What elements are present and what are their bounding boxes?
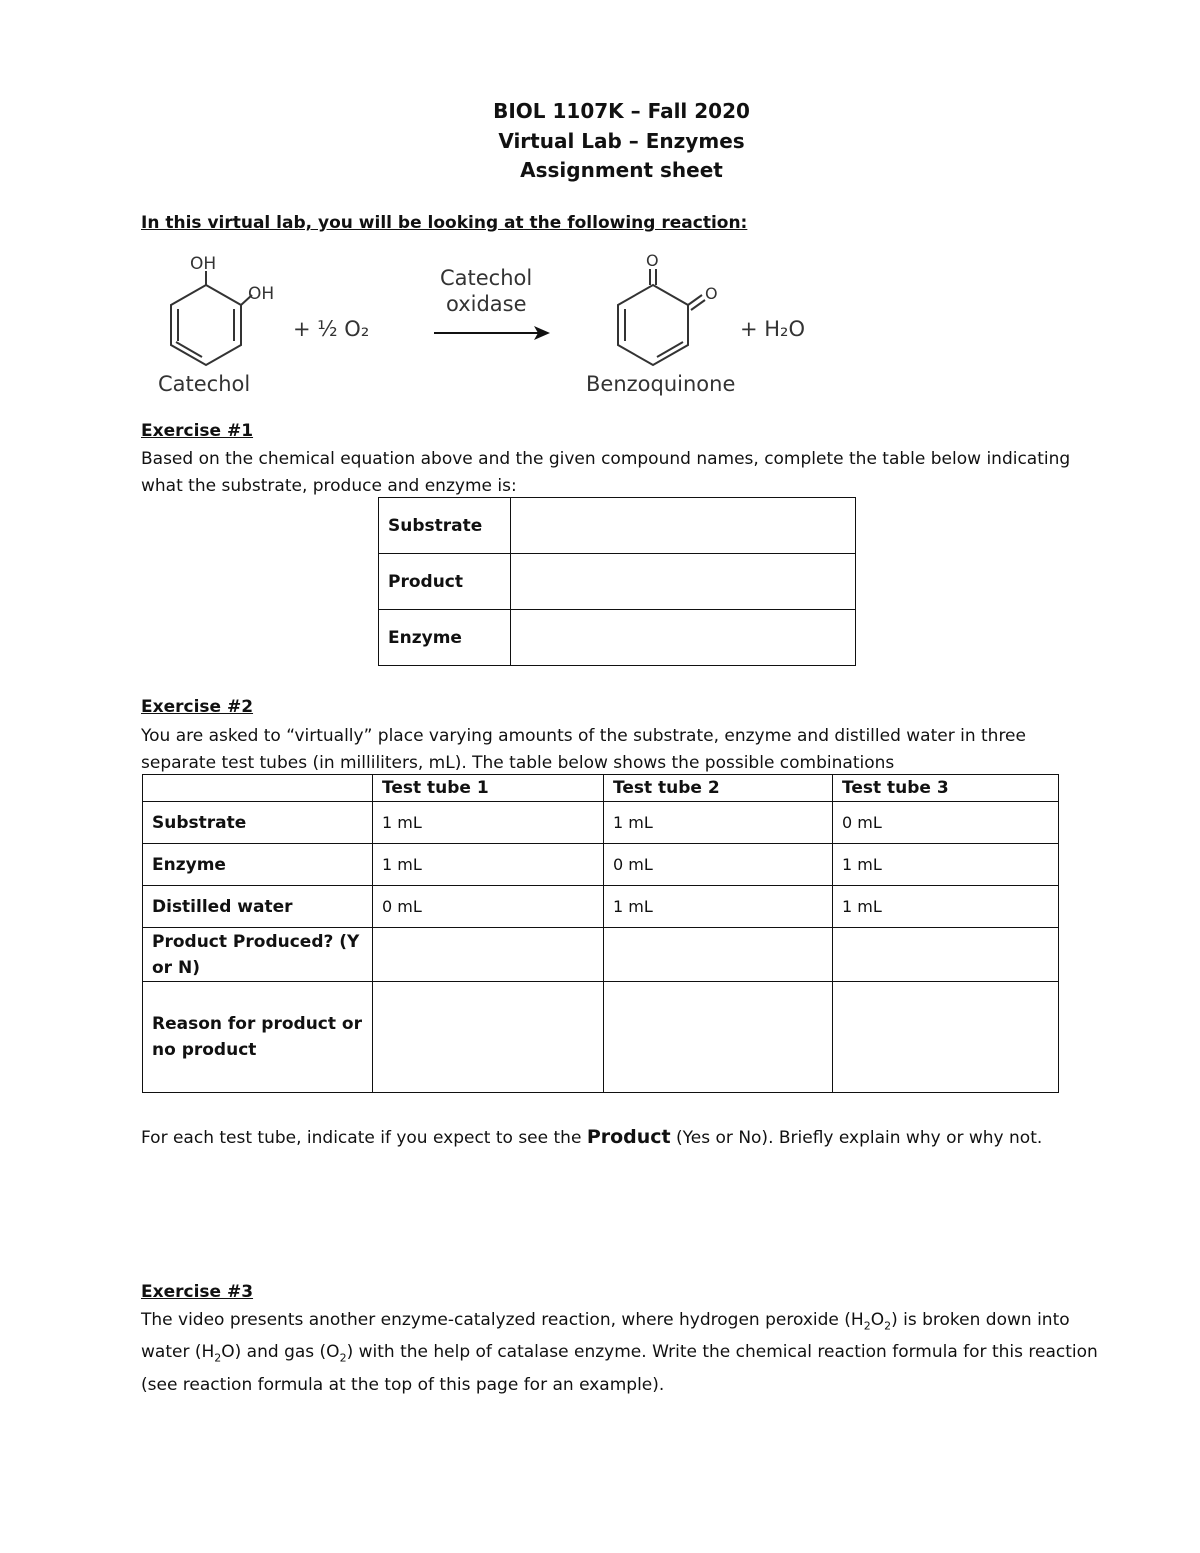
table-cell: 0 mL <box>373 886 604 928</box>
exercise3-heading: Exercise #3 <box>141 1282 254 1302</box>
answer-cell-substrate[interactable] <box>511 498 856 554</box>
benzoquinone-o-top: O <box>646 251 659 270</box>
header-cell-tube1: Test tube 1 <box>373 775 604 802</box>
text-segment: ) is broken down into water (H <box>141 1310 1070 1363</box>
document-subheading: Assignment sheet <box>520 158 723 182</box>
subscript: 2 <box>863 1319 871 1333</box>
catechol-oh-top: OH <box>190 254 217 274</box>
exercise2-followup <box>141 1124 1042 1152</box>
exercise1-text: Based on the chemical equation above and the given compound names, complete the table below indicating what the substrate, produce and enzyme is: <box>141 449 1071 496</box>
table-cell: 1 mL <box>604 802 833 844</box>
benzoquinone-structure <box>618 269 705 365</box>
text-segment: O <box>870 1310 885 1330</box>
header-cell-tube3: Test tube 3 <box>833 775 1059 802</box>
answer-cell[interactable] <box>373 982 604 1093</box>
catechol-label: Catechol <box>158 372 251 396</box>
text-segment: The video presents another enzyme-catalyzed reaction, where hydrogen peroxide (H <box>141 1310 864 1330</box>
answer-cell-product[interactable] <box>511 554 856 610</box>
row-label: Product <box>379 554 511 610</box>
table-row <box>379 610 856 666</box>
table-row <box>143 802 1059 844</box>
header-cell-empty <box>143 775 373 802</box>
table-row <box>379 498 856 554</box>
table-cell: 1 mL <box>604 886 833 928</box>
table-cell: 0 mL <box>604 844 833 886</box>
row-label: Product Produced? (Y or N) <box>143 928 373 982</box>
benzoquinone-o-side: O <box>705 284 718 303</box>
enzyme-label-line2: oxidase <box>446 292 527 316</box>
followup-text-end: (Yes or No). Briefly explain why or why not. <box>670 1128 1043 1148</box>
followup-text: For each test tube, indicate if you expect to see the <box>141 1128 587 1148</box>
table-cell: 1 mL <box>833 886 1059 928</box>
catechol-oh-side: OH <box>248 284 275 304</box>
row-label: Enzyme <box>379 610 511 666</box>
document-title: BIOL 1107K – Fall 2020 <box>493 99 750 123</box>
answer-cell[interactable] <box>833 928 1059 982</box>
exercise2-table <box>142 774 1059 1093</box>
catechol-structure <box>171 271 252 365</box>
enzyme-label-line1: Catechol <box>440 266 533 290</box>
header-cell-tube2: Test tube 2 <box>604 775 833 802</box>
reaction-diagram <box>140 245 840 405</box>
table-row <box>143 928 1059 982</box>
text-segment: ) with the help of catalase enzyme. Write the chemical reaction formula for this reaction (see reaction formula at the top of this page for an example). <box>141 1342 1098 1395</box>
text-segment: O) and gas (O <box>221 1342 340 1363</box>
row-label: Substrate <box>143 802 373 844</box>
table-row <box>143 844 1059 886</box>
table-cell: 1 mL <box>373 844 604 886</box>
answer-cell[interactable] <box>373 928 604 982</box>
exercise2-text: You are asked to “virtually” place varying amounts of the substrate, enzyme and distilled water in three separate test tubes (in milliliters, mL). The table below shows the possible combinations <box>141 726 1026 773</box>
subscript: 2 <box>339 1351 347 1365</box>
answer-cell[interactable] <box>604 928 833 982</box>
table-header-row <box>143 775 1059 802</box>
table-row <box>143 982 1059 1093</box>
exercise2-heading: Exercise #2 <box>141 697 254 717</box>
answer-cell[interactable] <box>604 982 833 1093</box>
row-label: Reason for product or no product <box>143 982 373 1093</box>
table-cell: 1 mL <box>373 802 604 844</box>
answer-cell-enzyme[interactable] <box>511 610 856 666</box>
row-label: Distilled water <box>143 886 373 928</box>
subscript: 2 <box>884 1319 892 1333</box>
answer-cell[interactable] <box>833 982 1059 1093</box>
intro-text: In this virtual lab, you will be looking at the following reaction: <box>141 213 748 233</box>
followup-bold: Product <box>586 1126 671 1148</box>
exercise1-heading: Exercise #1 <box>141 421 254 441</box>
table-cell: 1 mL <box>833 844 1059 886</box>
benzoquinone-label: Benzoquinone <box>586 372 736 396</box>
water-term: + H₂O <box>740 317 806 341</box>
table-cell: 0 mL <box>833 802 1059 844</box>
subscript: 2 <box>214 1351 222 1365</box>
reaction-arrow-icon <box>434 326 550 340</box>
oxygen-term: + ½ O₂ <box>293 317 370 341</box>
table-row <box>143 886 1059 928</box>
exercise1-table <box>378 497 856 666</box>
row-label: Enzyme <box>143 844 373 886</box>
exercise3-text <box>141 1307 1111 1399</box>
document-subtitle: Virtual Lab – Enzymes <box>498 129 745 153</box>
table-row <box>379 554 856 610</box>
row-label: Substrate <box>379 498 511 554</box>
